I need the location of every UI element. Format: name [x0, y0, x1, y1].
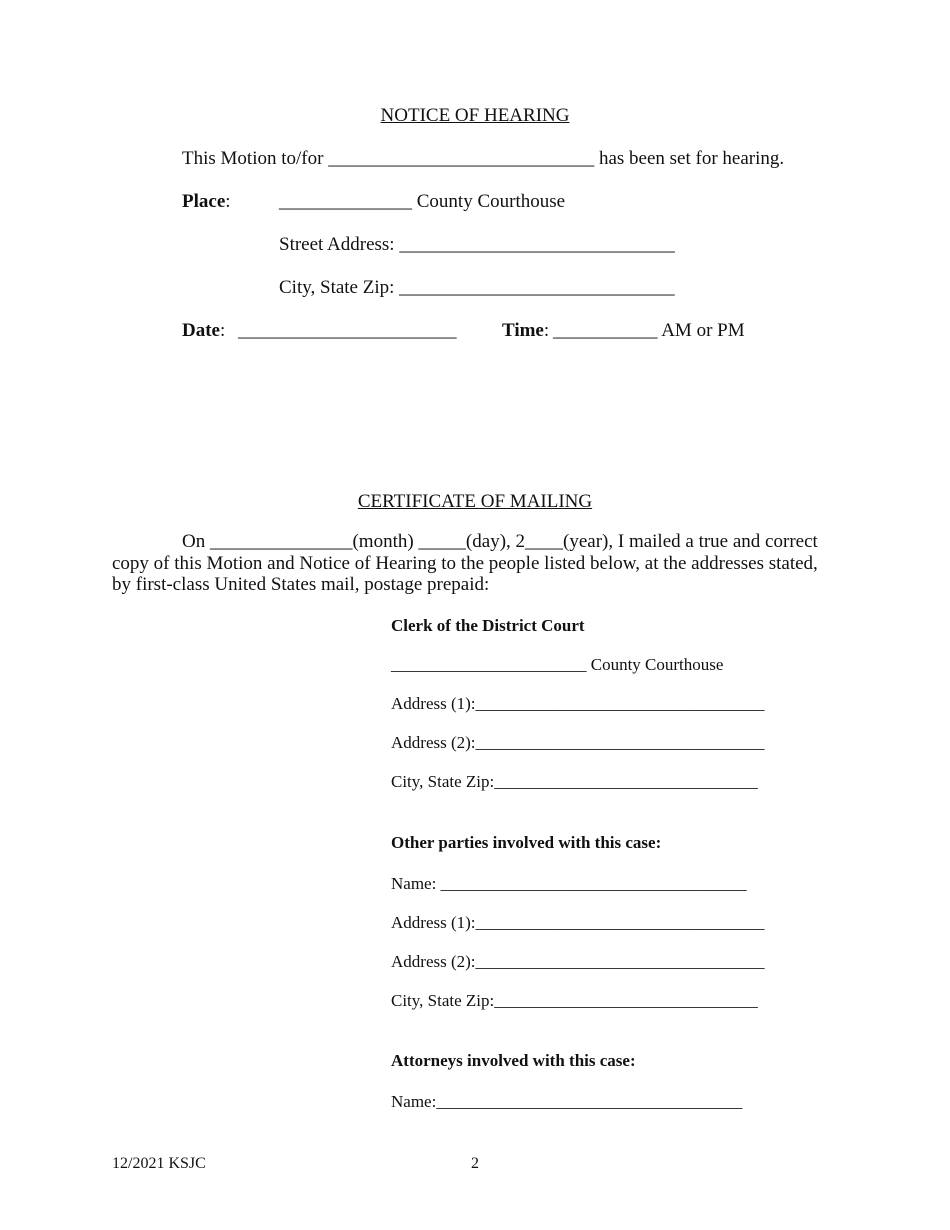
clerk-heading: Clerk of the District Court: [391, 616, 585, 635]
time-colon: :: [543, 320, 550, 341]
place-label: [182, 191, 231, 213]
other-parties-address2-field: Address (2):__________________________________: [391, 952, 765, 971]
city-state-zip-field: City, State Zip: _____________________________: [279, 277, 675, 298]
time-label: [502, 320, 549, 342]
footer-form-code: 12/2021 KSJC: [112, 1155, 206, 1172]
page-number: 2: [471, 1155, 479, 1172]
attorneys-name-field: Name:____________________________________: [391, 1092, 743, 1111]
notice-title: NOTICE OF HEARING: [380, 105, 570, 126]
time-label-text: Time: [502, 320, 544, 341]
other-parties-heading: Other parties involved with this case:: [391, 833, 662, 852]
place-label-text: Place: [182, 191, 226, 212]
other-parties-city-field: City, State Zip:_______________________________: [391, 991, 758, 1010]
time-field: ___________ AM or PM: [553, 320, 745, 341]
certificate-paragraph: [112, 531, 840, 596]
date-field: _______________________: [238, 320, 457, 341]
certificate-paragraph-rest: copy of this Motion and Notice of Hearing to the people listed below, at the addresses stated, by first-class United States mail, postage prepaid:: [112, 552, 818, 595]
attorneys-heading: Attorneys involved with this case:: [391, 1051, 636, 1070]
clerk-courthouse-field: _______________________ County Courthouse: [391, 655, 724, 674]
clerk-address1-field: Address (1):__________________________________: [391, 694, 765, 713]
other-parties-name-field: Name: ____________________________________: [391, 874, 747, 893]
place-courthouse-field: ______________ County Courthouse: [279, 191, 566, 212]
date-label-text: Date: [182, 320, 220, 341]
certificate-title: CERTIFICATE OF MAILING: [357, 491, 593, 512]
clerk-address2-field: Address (2):__________________________________: [391, 733, 765, 752]
date-colon: :: [219, 320, 226, 341]
certificate-paragraph-first: On _______________(month) _____(day), 2____(year), I mailed a true and correct: [182, 531, 818, 552]
street-address-field: Street Address: _____________________________: [279, 234, 675, 255]
place-colon: :: [225, 191, 231, 212]
date-label: [182, 320, 225, 342]
other-parties-address1-field: Address (1):__________________________________: [391, 913, 765, 932]
motion-line: This Motion to/for ____________________________ has been set for hearing.: [182, 148, 785, 169]
clerk-city-field: City, State Zip:_______________________________: [391, 772, 758, 791]
